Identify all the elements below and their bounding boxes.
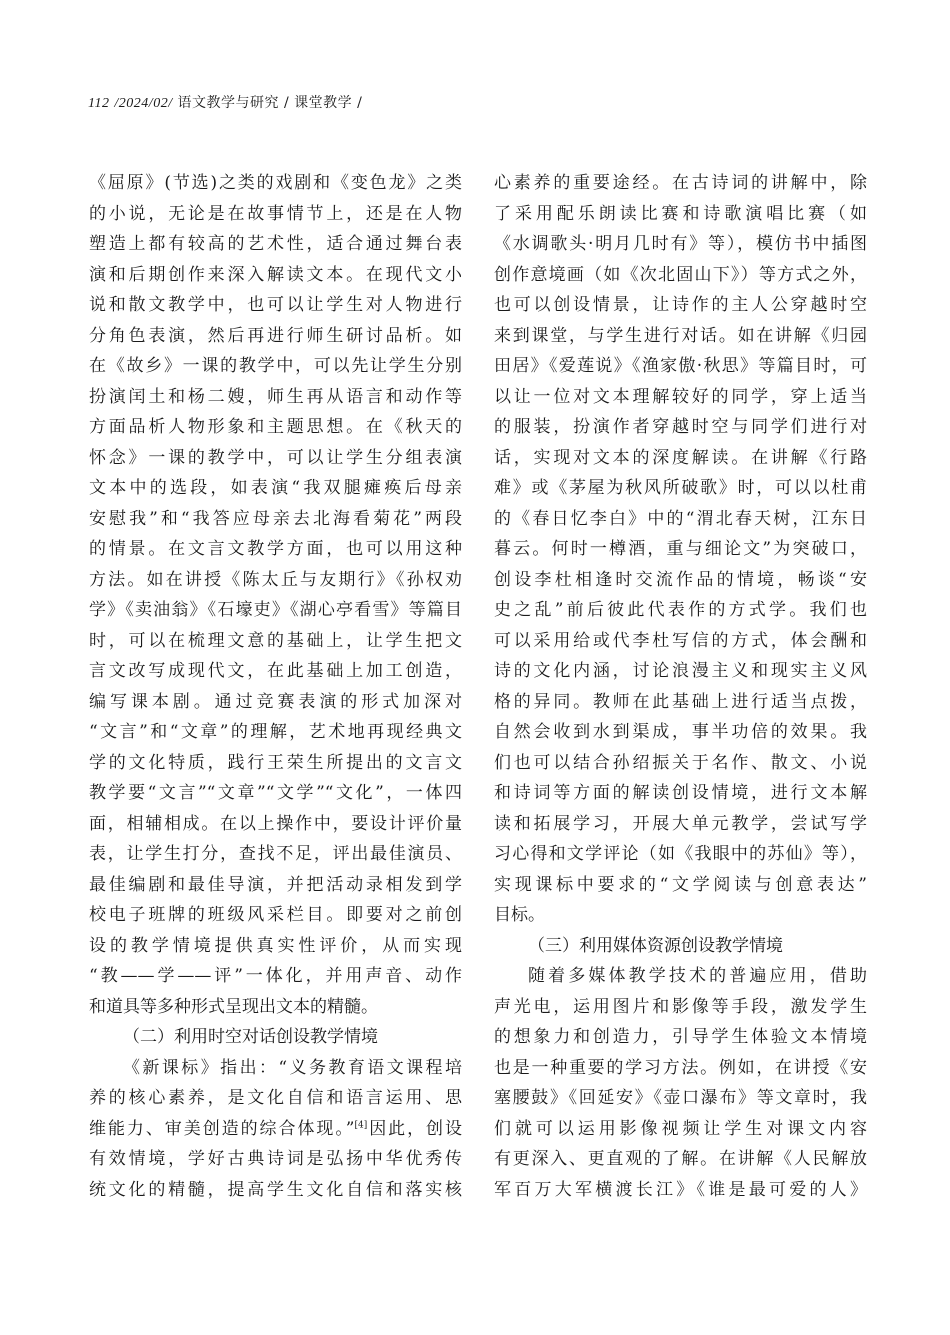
text-line: 创设李杜相逢时交流作品的情境，畅谈“安 bbox=[494, 569, 867, 590]
text-line: 的《春日忆李白》中的“渭北春天树，江东日 bbox=[494, 508, 867, 529]
issue-number: /2024/02/ bbox=[114, 96, 173, 111]
text-line: 怀念》一课的教学中，可以让学生分组表演 bbox=[89, 447, 462, 468]
text-line: 设的教学情境提供真实性评价，从而实现 bbox=[89, 935, 462, 956]
text-line: “教——学——评”一体化，并用声音、动作 bbox=[89, 966, 462, 986]
text-line: 格的异同。教师在此基础上进行适当点拨， bbox=[494, 691, 867, 712]
left-paragraph-2 bbox=[89, 1053, 462, 1114]
text-line: 有效情境，学好古典诗词是弘扬中华优秀传 bbox=[89, 1149, 462, 1169]
text-line: 史之乱”前后彼此代表作的方式学。我们也 bbox=[494, 600, 867, 620]
text-line: 声光电，运用图片和影像等手段，激发学生 bbox=[494, 996, 867, 1017]
text-line: 创作意境画（如《次北固山下》）等方式之外， bbox=[494, 264, 867, 285]
text-line: 暮云。何时一樽酒，重与细论文”为突破口， bbox=[494, 539, 867, 559]
text-line: 最佳编剧和最佳导演，并把活动录相发到学 bbox=[89, 874, 462, 895]
text-line: 言文改写成现代文，在此基础上加工创造， bbox=[89, 661, 462, 681]
text-line: 们也可以结合孙绍振关于名作、散文、小说 bbox=[494, 752, 867, 773]
running-header bbox=[88, 92, 362, 112]
text-line: 塑造上都有较高的艺术性，适合通过舞台表 bbox=[89, 234, 462, 254]
right-paragraph-2 bbox=[494, 961, 867, 1205]
text-line: 和道具等多种形式呈现出文本的精髓。 bbox=[89, 996, 378, 1017]
text-line: “文言”和“文章”的理解，艺术地再现经典文 bbox=[89, 722, 462, 742]
right-paragraph-1 bbox=[494, 168, 867, 931]
text-line: 方面品析人物形象和主题思想。在《秋天的 bbox=[89, 417, 462, 437]
text-line: 《水调歌头·明月几时有》等），模仿书中插图 bbox=[494, 234, 867, 254]
text-line: 读和拓展学习，开展大单元教学，尝试写学 bbox=[494, 813, 867, 834]
text-line: 了采用配乐朗读比赛和诗歌演唱比赛（如 bbox=[494, 203, 867, 224]
text-line: 塞腰鼓》《回延安》《壶口瀑布》等文章时，我 bbox=[494, 1088, 867, 1108]
text-line: 统文化的精髓，提高学生文化自信和落实核 bbox=[89, 1179, 462, 1200]
left-column bbox=[89, 168, 462, 1205]
text-line: 说和散文教学中，也可以让学生对人物进行 bbox=[89, 295, 462, 315]
text-line: 军百万大军横渡长江》《谁是最可爱的人》 bbox=[494, 1179, 867, 1200]
left-paragraph-2-rest bbox=[89, 1144, 462, 1205]
text-line: 文本中的选段，如表演“我双腿瘫痪后母亲 bbox=[89, 478, 462, 498]
right-column bbox=[494, 168, 867, 1205]
section-heading-3: （三）利用媒体资源创设教学情境 bbox=[528, 935, 783, 956]
text-line: 可以采用给或代李杜写信的方式，体会酬和 bbox=[494, 630, 867, 651]
section-name: / 课堂教学 / bbox=[284, 95, 363, 111]
text-line: 随着多媒体教学技术的普遍应用，借助 bbox=[528, 966, 867, 986]
text-line: 方法。如在讲授《陈太丘与友期行》《孙权劝 bbox=[89, 569, 462, 590]
text-line: 的服装，扮演作者穿越时空与同学们进行对 bbox=[494, 417, 867, 437]
text-line: 以让一位对文本理解较好的同学，穿上适当 bbox=[494, 386, 867, 407]
text-line: 的情景。在文言文教学方面，也可以用这种 bbox=[89, 539, 462, 559]
text-line: 来到课堂，与学生进行对话。如在讲解《归园 bbox=[494, 325, 867, 346]
text-line: 演和后期创作来深入解读文本。在现代文小 bbox=[89, 264, 462, 285]
page-number: 112 bbox=[88, 96, 110, 111]
text-line: 自然会收到水到渠成，事半功倍的效果。我 bbox=[494, 722, 867, 742]
text-line: 时，可以在梳理文意的基础上，让学生把文 bbox=[89, 630, 462, 651]
text-line: 养的核心素养，是文化自信和语言运用、思 bbox=[89, 1088, 462, 1108]
text-line: 诗的文化内涵，讨论浪漫主义和现实主义风 bbox=[494, 661, 867, 681]
journal-name: 语文教学与研究 bbox=[177, 95, 280, 111]
left-paragraph-1 bbox=[89, 168, 462, 1022]
text-line-with-citation: 维能力、审美创造的综合体现。”[4]因此，创设 bbox=[89, 1118, 462, 1139]
text-line: 学的文化特质，践行王荣生所提出的文言文 bbox=[89, 752, 462, 773]
text-line: 《屈原》(节选)之类的戏剧和《变色龙》之类 bbox=[89, 173, 462, 193]
text-line: 《新课标》指出：“义务教育语文课程培 bbox=[123, 1057, 462, 1078]
citation-ref: [4] bbox=[354, 1119, 368, 1130]
text-line: 学》《卖油翁》《石壕吏》《湖心亭看雪》等篇目 bbox=[89, 600, 462, 620]
text-line: 实现课标中要求的“文学阅读与创意表达” bbox=[494, 874, 867, 895]
text-line: 也是一种重要的学习方法。例如，在讲授《安 bbox=[494, 1057, 867, 1078]
text-line: 分角色表演，然后再进行师生研讨品析。如 bbox=[89, 325, 462, 346]
text-line: 和诗词等方面的解读创设情境，进行文本解 bbox=[494, 783, 867, 803]
text-line: 心素养的重要途经。在古诗词的讲解中，除 bbox=[494, 173, 867, 193]
text-line: 编写课本剧。通过竞赛表演的形式加深对 bbox=[89, 691, 462, 712]
text-line: 的想象力和创造力，引导学生体验文本情境 bbox=[494, 1027, 867, 1047]
text-line: 校电子班牌的班级风采栏目。即要对之前创 bbox=[89, 905, 462, 925]
text-line: 教学要“文言”“文章”“文学”“文化”，一体四 bbox=[89, 783, 462, 803]
text-line: 扮演闰土和杨二嫂，师生再从语言和动作等 bbox=[89, 386, 462, 407]
text-line: 难》或《茅屋为秋风所破歌》时，可以以杜甫 bbox=[494, 478, 867, 498]
text-line: 有更深入、更直观的了解。在讲解《人民解放 bbox=[494, 1149, 867, 1169]
text-line: 表，让学生打分，查找不足，评出最佳演员、 bbox=[89, 844, 462, 864]
text-line: 目标。 bbox=[494, 905, 545, 925]
text-line: 们就可以运用影像视频让学生对课文内容 bbox=[494, 1118, 867, 1139]
text-line: 的小说，无论是在故事情节上，还是在人物 bbox=[89, 203, 462, 224]
text-line: 在《故乡》一课的教学中，可以先让学生分别 bbox=[89, 356, 462, 376]
text-line: 田居》《爱莲说》《渔家傲·秋思》等篇目时，可 bbox=[494, 356, 867, 376]
section-heading-2: （二）利用时空对话创设教学情境 bbox=[123, 1027, 378, 1047]
text-line: 习心得和文学评论（如《我眼中的苏仙》等）， bbox=[494, 844, 867, 864]
text-line: 话，实现对文本的深度解读。在讲解《行路 bbox=[494, 447, 867, 468]
text-line: 安慰我”和“我答应母亲去北海看菊花”两段 bbox=[89, 508, 462, 529]
text-line: 也可以创设情景，让诗作的主人公穿越时空 bbox=[494, 295, 867, 315]
text-line: 面，相辅相成。在以上操作中，要设计评价量 bbox=[89, 813, 462, 834]
